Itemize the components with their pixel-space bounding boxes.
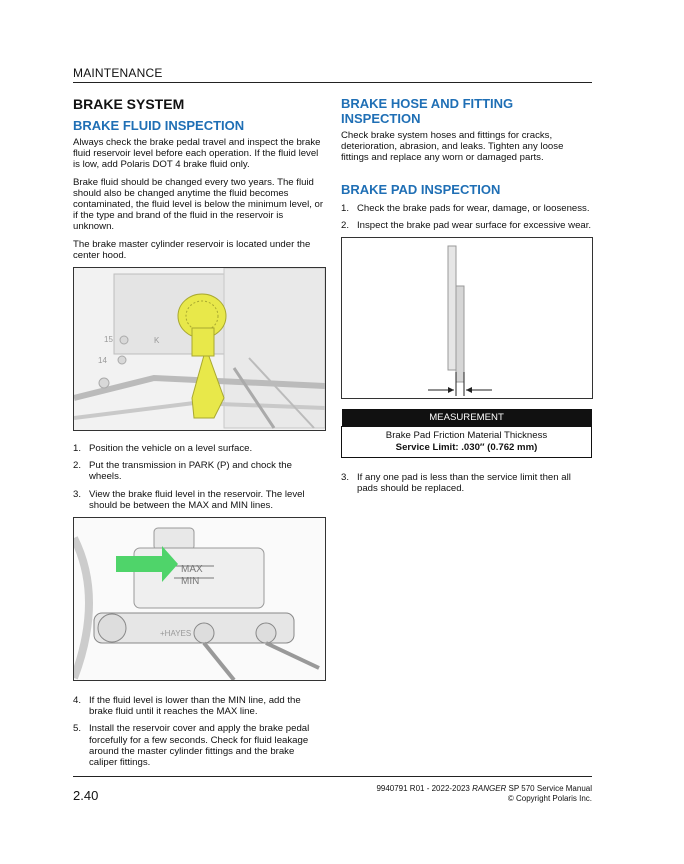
list-item: 4. If the fluid level is lower than the MIN line, add the brake fluid until it reaches the MAX line. bbox=[73, 695, 301, 718]
measurement-item: Brake Pad Friction Material Thickness bbox=[385, 430, 548, 442]
brake-pad-figure bbox=[341, 237, 593, 399]
reservoir-location-figure bbox=[73, 267, 326, 431]
max-label: MAX bbox=[181, 564, 203, 576]
list-item: 2. Put the transmission in PARK (P) and chock the wheels. bbox=[73, 460, 292, 483]
list-item: 1. Check the brake pads for wear, damage, or looseness. bbox=[341, 202, 590, 214]
brand-name: RANGER bbox=[472, 784, 507, 793]
brake-pad-heading: BRAKE PAD INSPECTION bbox=[341, 181, 501, 197]
master-cylinder-illustration bbox=[74, 518, 325, 680]
page-title: BRAKE SYSTEM bbox=[73, 96, 185, 112]
reservoir-level-figure bbox=[73, 517, 326, 681]
measurement-header: MEASUREMENT bbox=[342, 409, 592, 427]
list-item: 2. Inspect the brake pad wear surface for excessive wear. bbox=[341, 219, 592, 231]
footer-info: 9940791 R01 - 2022-2023 RANGER SP 570 Service Manual © Copyright Polaris Inc. bbox=[376, 784, 592, 803]
list-item: 1. Position the vehicle on a level surface. bbox=[73, 443, 253, 455]
brake-hose-text: Check brake system hoses and fittings for cracks, deterioration, abrasion, and leaks. Tighten any loose fittings and replace any worn or damaged parts. bbox=[341, 130, 564, 164]
svg-text:14: 14 bbox=[98, 356, 107, 366]
left-column bbox=[73, 96, 325, 774]
measurement-cell bbox=[342, 427, 592, 458]
min-label: MIN bbox=[181, 576, 200, 588]
page-number: 2.40 bbox=[73, 788, 99, 803]
list-item: 5. Install the reservoir cover and apply the brake pedal forcefully for a few seconds. Check for fluid leakage around the master cylinder fittings and the brake caliper fittings. bbox=[73, 723, 310, 769]
copyright: © Copyright Polaris Inc. bbox=[507, 794, 592, 803]
measurement-table bbox=[341, 409, 592, 458]
list-item: 3. View the brake fluid level in the reservoir. The level should be between the MAX and MIN lines. bbox=[73, 488, 305, 511]
reservoir-location-illustration bbox=[74, 268, 325, 430]
right-column bbox=[341, 96, 593, 500]
svg-text:15: 15 bbox=[104, 335, 113, 345]
steps-list-a bbox=[73, 443, 325, 511]
brake-pad-illustration bbox=[342, 238, 592, 398]
svg-text:+HAYES: +HAYES bbox=[160, 629, 192, 639]
paragraph-3: The brake master cylinder reservoir is located under the center hood. bbox=[73, 238, 311, 261]
pad-steps-list-2 bbox=[341, 472, 593, 494]
service-limit: Service Limit: .030″ (0.762 mm) bbox=[395, 442, 538, 454]
header-divider bbox=[73, 82, 592, 83]
pad-steps-list bbox=[341, 203, 593, 231]
paragraph-1: Always check the brake pedal travel and inspect the brake fluid reservoir level before each operation. If the fluid level is low, add Polaris DOT 4 brake fluid only. bbox=[73, 137, 321, 171]
paragraph-2: Brake fluid should be changed every two years. The fluid should also be changed anytime the fluid becomes contaminated, the fluid level is below the minimum level, or if the type and brand of the fluid in the reservoir is unknown. bbox=[73, 176, 324, 233]
list-item: 3. If any one pad is less than the service limit then all pads should be replaced. bbox=[341, 472, 571, 495]
brake-fluid-heading: BRAKE FLUID INSPECTION bbox=[73, 118, 245, 133]
svg-text:K: K bbox=[154, 336, 160, 346]
steps-list-b bbox=[73, 695, 325, 768]
section-header: MAINTENANCE bbox=[73, 66, 163, 80]
footer-divider bbox=[73, 776, 592, 777]
brake-hose-heading: BRAKE HOSE AND FITTING INSPECTION bbox=[341, 96, 514, 126]
